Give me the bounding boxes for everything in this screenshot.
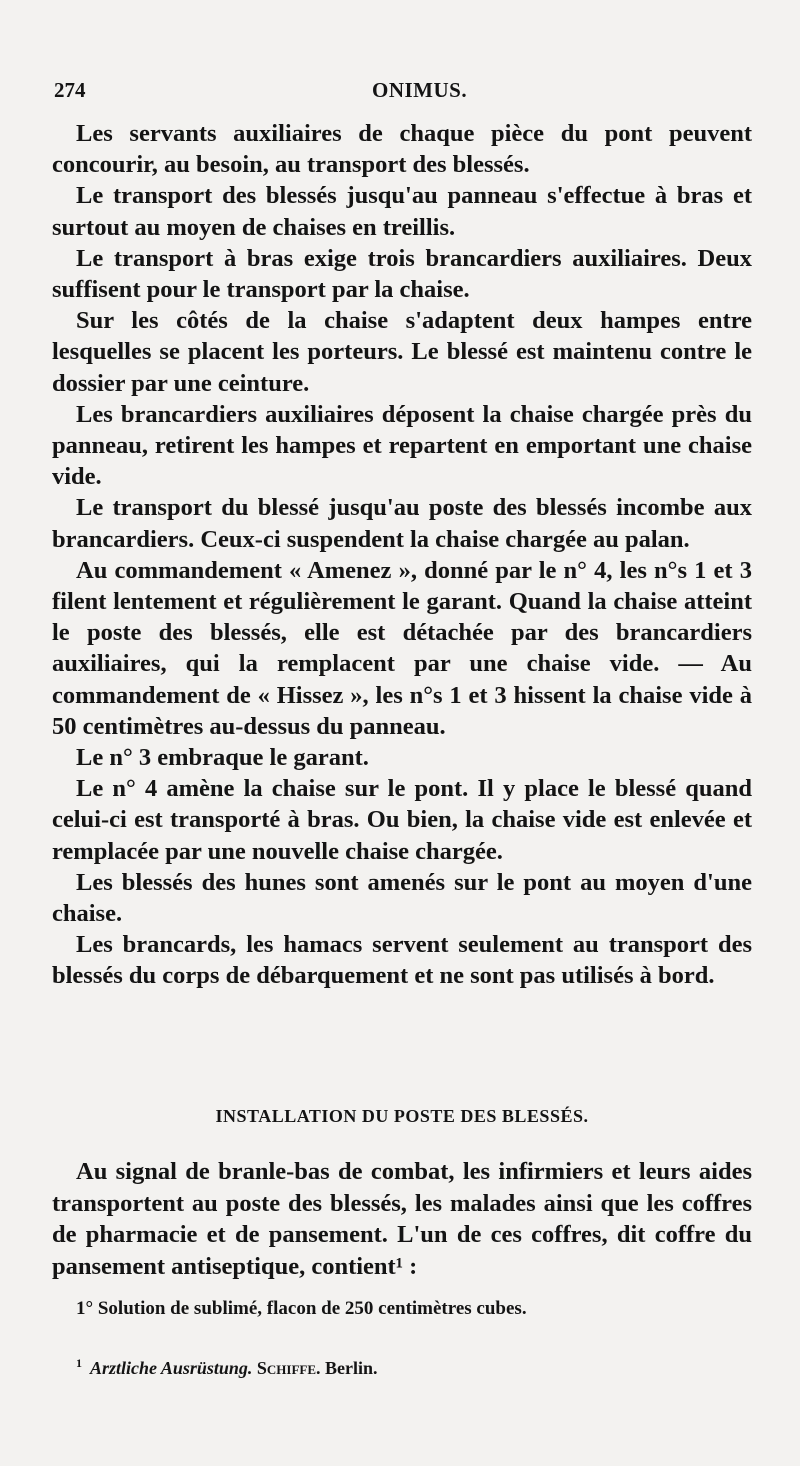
- paragraph: Sur les côtés de la chaise s'adaptent deux hampes entre lesquelles se placent les porteurs. Le blessé est maintenu contre le dossier par une ceinture.: [52, 307, 752, 397]
- section-heading: INSTALLATION DU POSTE DES BLESSÉS.: [215, 1106, 589, 1126]
- list-item: 1° Solution de sublimé, flacon de 250 centimètres cubes.: [76, 1298, 527, 1319]
- footnote: [52, 1356, 752, 1379]
- section-text: [52, 1156, 752, 1282]
- paragraph: Le transport à bras exige trois brancardiers auxiliaires. Deux suffisent pour le transport par la chaise.: [52, 244, 752, 304]
- paragraph: Le n° 3 embraque le garant.: [76, 744, 369, 772]
- paragraph: Le n° 4 amène la chaise sur le pont. Il y place le blessé quand celui-ci est transporté à bras. Ou bien, la chaise vide est enlevée et remplacée par une nouvelle chaise chargée.: [52, 775, 752, 865]
- running-title: ONIMUS.: [372, 78, 468, 102]
- footnote-marker: 1: [76, 1356, 82, 1370]
- paragraph: Au signal de branle-bas de combat, les infirmiers et leurs aides transportent au poste des blessés, les malades ainsi que les coffres de pharmacie et de pansement. L'un de ces coffres, dit coffre du pansement antiseptique, contient¹ :: [52, 1158, 752, 1280]
- paragraph: Le transport du blessé jusqu'au poste des blessés incombe aux brancardiers. Ceux-ci suspendent la chaise chargée au palan.: [52, 494, 752, 553]
- paragraph: Les brancards, les hamacs servent seulement au transport des blessés du corps de débarquement et ne sont pas utilisés à bord.: [52, 931, 752, 990]
- page-number: 274: [54, 78, 86, 102]
- paragraph: Les blessés des hunes sont amenés sur le pont au moyen d'une chaise.: [52, 868, 752, 928]
- paragraph: Les servants auxiliaires de chaque pièce du pont peuvent concourir, au besoin, au transport des blessés.: [52, 120, 752, 179]
- page-header: [52, 78, 752, 108]
- footnote-place: . Berlin.: [316, 1358, 378, 1378]
- paragraph: Le transport des blessés jusqu'au panneau s'effectue à bras et surtout au moyen de chaises en treillis.: [52, 182, 752, 241]
- paragraph: Les brancardiers auxiliaires déposent la chaise chargée près du panneau, retirent les hampes et repartent en emportant une chaise vide.: [52, 400, 752, 491]
- footnote-title: Arztliche Ausrüstung.: [90, 1358, 253, 1378]
- footnote-publisher: Schiffe: [256, 1358, 317, 1378]
- paragraph: Au commandement « Amenez », donné par le n° 4, les n°s 1 et 3 filent lentement et régulièrement le garant. Quand la chaise atteint le poste des blessés, elle est détachée par des brancardiers auxiliaires, qui la remplacent par une chaise vide. — Au commandement de « Hissez », les n°s 1 et 3 hissent la chaise vide à 50 centimètres au-dessus du panneau.: [52, 556, 752, 740]
- main-text: [52, 118, 752, 992]
